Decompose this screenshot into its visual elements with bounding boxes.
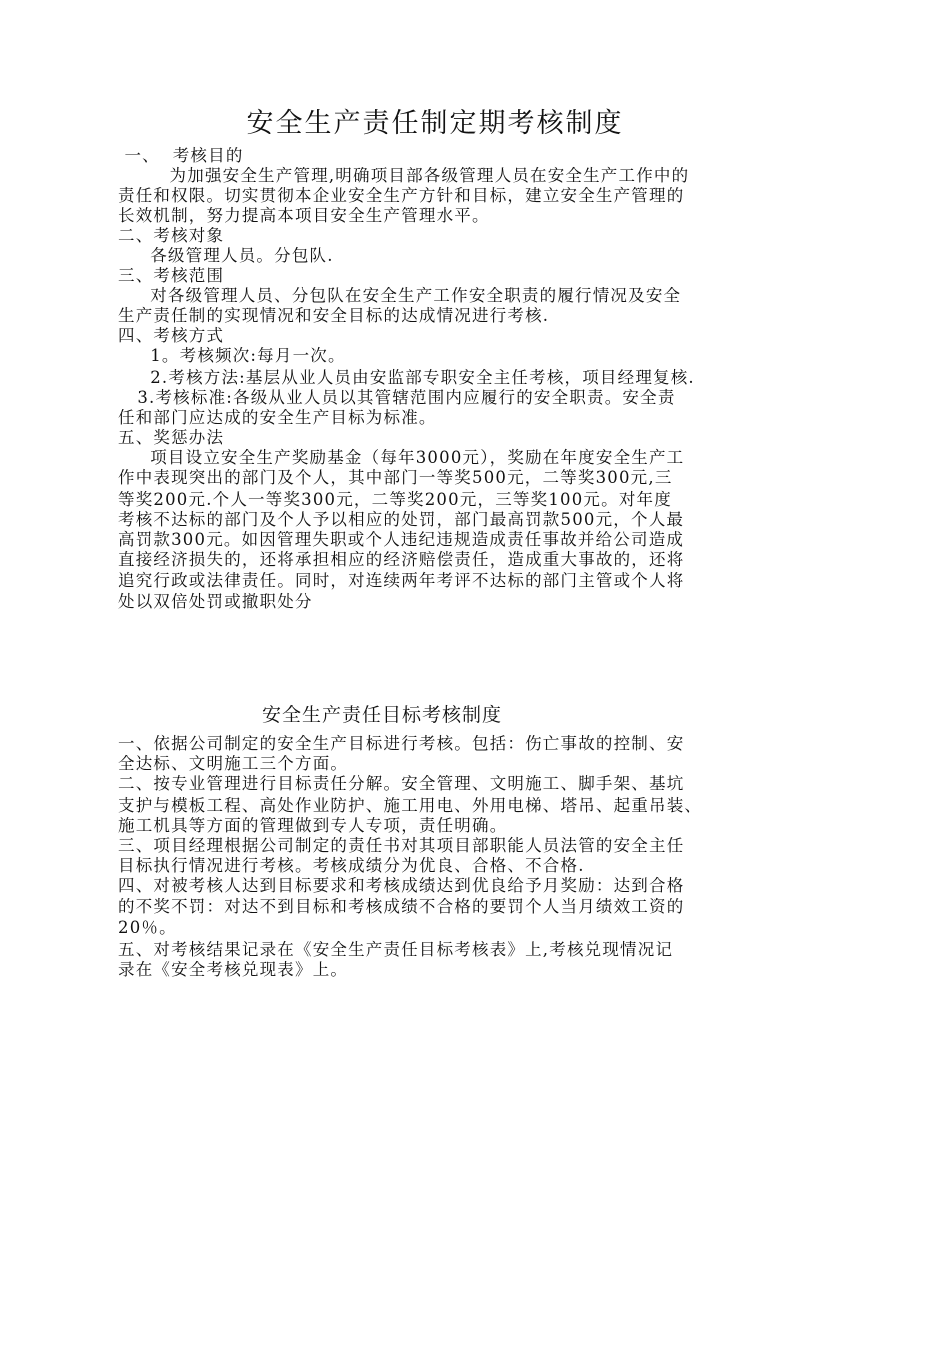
doc2-line: 全达标、文明施工三个方面。 (118, 754, 349, 773)
doc1-line: 考核不达标的部门及个人予以相应的处罚，部门最高罚款500元，个人最 (118, 510, 685, 529)
doc2-line: 五、对考核结果记录在《安全生产责任目标考核表》上,考核兑现情况记 (118, 940, 674, 959)
doc1-line: 一、 考核目的 (118, 146, 244, 165)
doc2-line: 施工机具等方面的管理做到专人专项，责任明确。 (118, 816, 508, 835)
document-title-1: 安全生产责任制定期考核制度 (246, 108, 624, 139)
doc1-line: 二、考核对象 (118, 226, 225, 245)
doc2-line: 录在《安全考核兑现表》上。 (118, 960, 349, 979)
doc1-line: 3.考核标准:各级从业人员以其管辖范围内应履行的安全职责。安全责 (118, 388, 676, 407)
doc1-line: 作中表现突出的部门及个人，其中部门一等奖500元，二等奖300元,三 (118, 468, 673, 487)
doc2-line: 三、项目经理根据公司制定的责任书对其项目部职能人员法管的安全主任 (118, 836, 685, 855)
doc2-line: 目标执行情况进行考核。考核成绩分为优良、合格、不合格. (118, 856, 585, 875)
doc1-line: 对各级管理人员、分包队在安全生产工作安全职责的履行情况及安全 (118, 286, 682, 305)
doc1-line: 五、奖惩办法 (118, 428, 225, 447)
doc1-line: 1。考核频次:每月一次。 (118, 346, 346, 365)
doc1-line: 2.考核方法:基层从业人员由安监部专职安全主任考核，项目经理复核. (118, 368, 695, 387)
doc1-line: 四、考核方式 (118, 326, 225, 345)
doc2-line: 支护与模板工程、高处作业防护、施工用电、外用电梯、塔吊、起重吊装、 (118, 796, 703, 815)
doc1-line: 追究行政或法律责任。同时，对连续两年考评不达标的部门主管或个人将 (118, 571, 685, 590)
doc1-line: 直接经济损失的，还将承担相应的经济赔偿责任，造成重大事故的，还将 (118, 550, 685, 569)
doc2-line: 四、对被考核人达到目标要求和考核成绩达到优良给予月奖励：达到合格 (118, 876, 685, 895)
document-title-2: 安全生产责任目标考核制度 (262, 704, 503, 726)
doc1-line: 为加强安全生产管理,明确项目部各级管理人员在安全生产工作中的 (118, 166, 690, 185)
doc1-line: 长效机制，努力提高本项目安全生产管理水平。 (118, 206, 490, 225)
doc1-line: 任和部门应达成的安全生产目标为标准。 (118, 408, 437, 427)
doc1-line: 等奖200元.个人一等奖300元，二等奖200元，三等奖100元。对年度 (118, 490, 672, 509)
doc2-line: 20％。 (118, 918, 177, 937)
doc1-line: 处以双倍处罚或撤职处分 (118, 592, 313, 611)
doc2-line: 的不奖不罚：对达不到目标和考核成绩不合格的要罚个人当月绩效工资的 (118, 897, 685, 916)
doc1-line: 高罚款300元。如因管理失职或个人违纪违规造成责任事故并给公司造成 (118, 530, 685, 549)
doc1-line: 项目设立安全生产奖励基金（每年3000元），奖励在年度安全生产工 (118, 448, 685, 467)
doc1-line: 各级管理人员。分包队. (118, 246, 334, 265)
doc1-line: 三、考核范围 (118, 266, 225, 285)
doc2-line: 二、按专业管理进行目标责任分解。安全管理、文明施工、脚手架、基坑 (118, 774, 685, 793)
doc1-line: 生产责任制的实现情况和安全目标的达成情况进行考核. (118, 306, 550, 325)
doc1-line: 责任和权限。切实贯彻本企业安全生产方针和目标，建立安全生产管理的 (118, 186, 685, 205)
doc2-line: 一、依据公司制定的安全生产目标进行考核。包括：伤亡事故的控制、安 (118, 734, 685, 753)
